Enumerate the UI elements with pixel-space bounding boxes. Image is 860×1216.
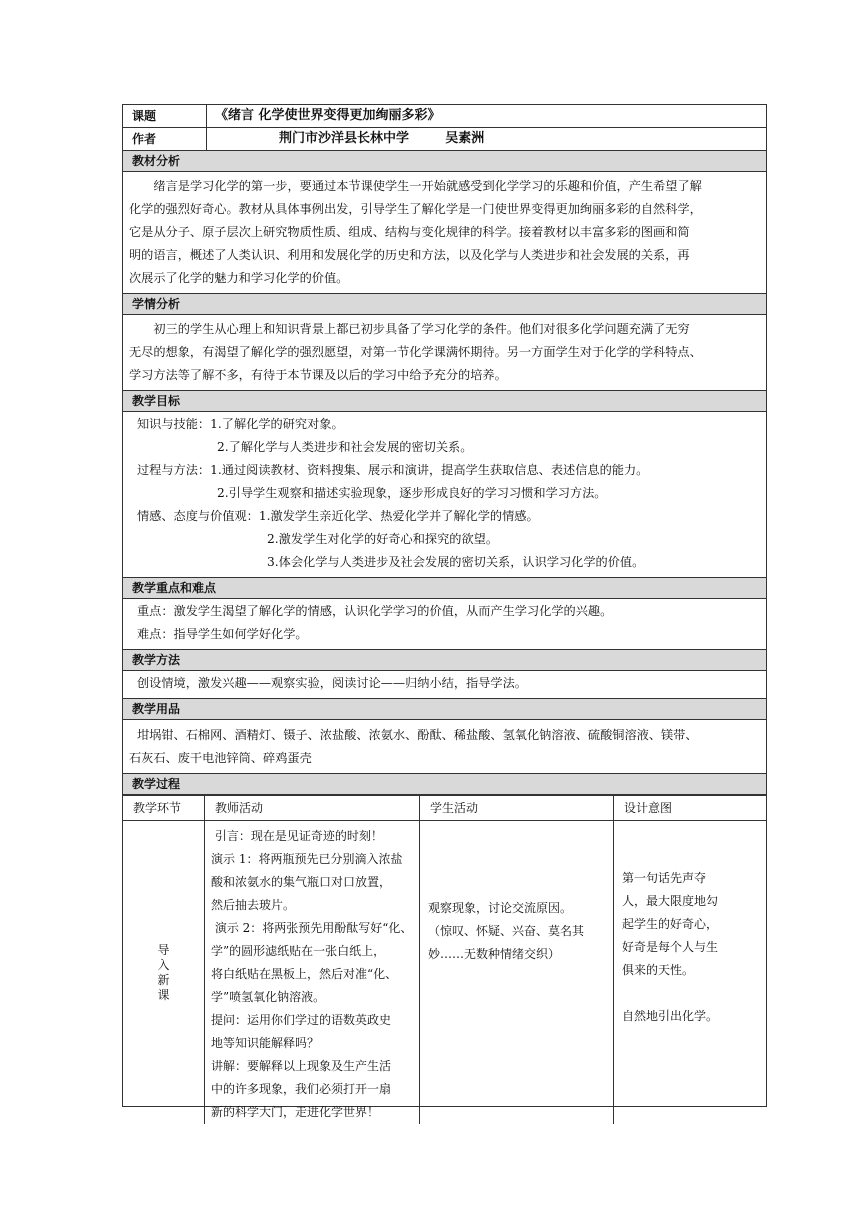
teacher-line: 提问：运用你们学过的语数英政史 <box>211 1013 392 1027</box>
objective-line: 2.了解化学与人类进步和社会发展的密切关系。 <box>217 440 473 454</box>
materials-section <box>122 698 767 773</box>
text-line: 初三的学生从心理上和知识背景上都已初步具备了学习化学的条件。他们对很多化学问题充满了无穷 <box>153 322 690 336</box>
difficulty-line: 难点：指导学生如何学好化学。 <box>137 627 308 641</box>
key-points-section <box>122 577 767 649</box>
objective-line: 2.引导学生观察和描述实验现象，逐步形成良好的学习习惯和学习方法。 <box>217 486 607 500</box>
author-row <box>122 127 767 150</box>
teacher-line: 演示 2：将两张预先用酚酞写好“化、 <box>211 921 413 935</box>
materials-line: 坩埚钳、石棉网、酒精灯、镊子、浓盐酸、浓氨水、酚酞、稀盐酸、氢氧化钠溶液、硫酸铜溶液、镁带、 <box>137 728 698 742</box>
title-label: 课题 <box>123 105 207 127</box>
process-row <box>122 820 767 1119</box>
intent-line: 好奇是每个人与生 <box>622 940 719 954</box>
lesson-title: 《绪言 化学使世界变得更加绚丽多彩》 <box>215 108 441 123</box>
title-row <box>122 104 767 127</box>
column-header-student: 学生活动 <box>420 796 614 820</box>
process-heading: 教学过程 <box>123 774 766 795</box>
student-line: 妙……无数种情绪交织） <box>428 947 561 961</box>
text-line: 它是从分子、原子层次上研究物质性质、组成、结构与变化规律的科学。接着教材以丰富多彩的图画和简 <box>129 225 690 239</box>
column-header-teacher: 教师活动 <box>205 796 420 820</box>
key-point-line: 重点：激发学生渴望了解化学的情感，认识化学学习的价值，从而产生学习化学的兴趣。 <box>137 604 613 618</box>
materials-line: 石灰石、废干电池锌筒、碎鸡蛋壳 <box>129 751 312 765</box>
lesson-plan-table <box>122 104 767 1119</box>
text-line: 绪言是学习化学的第一步，要通过本节课使学生一开始就感受到化学学习的乐趣和价值，产生希望了解 <box>153 179 702 193</box>
teacher-activity-cell <box>205 821 420 1124</box>
intent-line: 自然地引出化学。 <box>622 1009 719 1023</box>
textbook-analysis-heading: 教材分析 <box>123 151 766 172</box>
column-header-intent: 设计意图 <box>624 801 673 815</box>
student-analysis-section <box>122 293 767 390</box>
textbook-analysis-section <box>122 150 767 293</box>
student-analysis-heading: 学情分析 <box>123 294 766 315</box>
student-activity-cell <box>420 821 614 1124</box>
teacher-line: 将白纸贴在黑板上，然后对准“化、 <box>211 967 398 981</box>
text-line: 明的语言，概述了人类认识、利用和发展化学的历史和方法，以及化学与人类进步和社会发展的关系，再 <box>129 248 690 262</box>
intent-line: 起学生的好奇心， <box>622 917 719 931</box>
methods-section <box>122 649 767 698</box>
text-line: 化学的强烈好奇心。教材从具体事例出发，引导学生了解化学是一门使世界变得更加绚丽多彩的自然科学， <box>129 202 702 216</box>
objective-line: 3.体会化学与人类进步及社会发展的密切关系，认识学习化学的价值。 <box>267 555 645 569</box>
methods-heading: 教学方法 <box>123 650 766 671</box>
process-section <box>122 773 767 795</box>
author-label: 作者 <box>123 128 207 150</box>
objective-line: 情感、态度与价值观：1.激发学生亲近化学、热爱化学并了解化学的情感。 <box>137 509 539 523</box>
objectives-section <box>122 390 767 577</box>
intent-line: 俱来的天性。 <box>622 963 695 977</box>
intent-line <box>622 982 758 1005</box>
teacher-line: 学”喷氢氧化钠溶液。 <box>211 990 326 1004</box>
process-header-row <box>122 795 767 820</box>
objective-line: 2.激发学生对化学的好奇心和探究的欲望。 <box>267 532 499 546</box>
objectives-heading: 教学目标 <box>123 391 766 412</box>
student-line: （惊叹、怀疑、兴奋、莫名其 <box>428 924 585 938</box>
teacher-line: 演示 1：将两瓶预先已分别滴入浓盐 <box>211 852 403 866</box>
student-line: 观察现象，讨论交流原因。 <box>428 901 573 915</box>
objective-line: 知识与技能：1.了解化学的研究对象。 <box>137 417 344 431</box>
teacher-line: 然后抽去玻片。 <box>211 898 296 912</box>
teacher-line: 地等知识能解释吗？ <box>211 1036 320 1050</box>
text-line: 学习方法等了解不多，有待于本节课及以后的学习中给予充分的培养。 <box>129 368 507 382</box>
objective-line: 过程与方法：1.通过阅读教材、资料搜集、展示和演讲，提高学生获取信息、表述信息的能力。 <box>137 463 649 477</box>
text-line: 次展示了化学的魅力和学习化学的价值。 <box>129 271 349 285</box>
teacher-line: 中的许多现象，我们必须打开一扇 <box>211 1082 392 1096</box>
key-points-heading: 教学重点和难点 <box>123 578 766 599</box>
stage-cell <box>123 821 205 1124</box>
stage-label: 导入新课 <box>157 942 170 1002</box>
column-header-stage: 教学环节 <box>123 796 205 820</box>
text-line: 无尽的想象，有渴望了解化学的强烈愿望，对第一节化学课满怀期待。另一方面学生对于化学的学科特点、 <box>129 345 702 359</box>
teacher-line: 新的科学大门，走进化学世界！ <box>211 1105 380 1119</box>
methods-text: 创设情境，激发兴趣——观察实验，阅读讨论——归纳小结，指导学法。 <box>137 676 527 690</box>
design-intent-cell <box>614 821 766 1124</box>
intent-line: 第一句话先声夺 <box>622 871 707 885</box>
author-value: 荆门市沙洋县长林中学 吴素洲 <box>279 131 485 146</box>
materials-heading: 教学用品 <box>123 699 766 720</box>
teacher-line: 引言：现在是见证奇迹的时刻！ <box>211 829 383 843</box>
teacher-line: 酸和浓氨水的集气瓶口对口放置， <box>211 875 392 889</box>
intent-line: 人，最大限度地勾 <box>622 894 719 908</box>
teacher-line: 学”的圆形滤纸贴在一张白纸上， <box>211 944 386 958</box>
teacher-line: 讲解：要解释以上现象及生产生活 <box>211 1059 392 1073</box>
